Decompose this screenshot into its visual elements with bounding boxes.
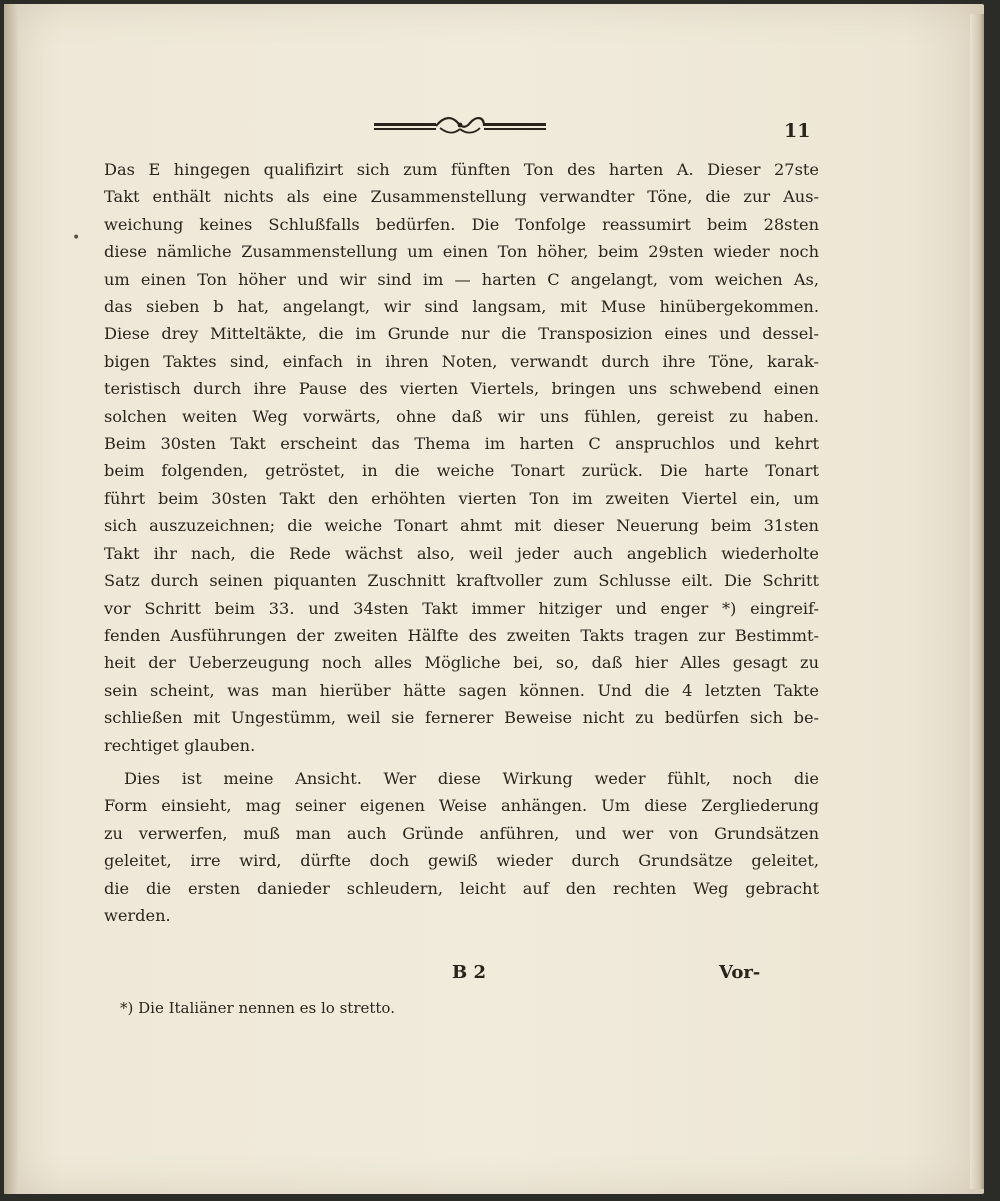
text-line: Satz durch seinen piquanten Zuschnitt kraftvoller zum Schlusse eilt. Die Schritt [104,571,819,591]
footnote: *) Die Italiäner nennen es lo stretto. [120,999,395,1017]
paragraph [104,156,819,759]
page-spine-shadow [4,4,18,1194]
text-line: vor Schritt beim 33. und 34sten Takt immer hitziger und enger *) eingreif- [104,598,819,618]
text-line: sich auszuzeichnen; die weiche Tonart ahmt mit dieser Neuerung beim 31sten [104,516,819,536]
signature-mark: B 2 [452,962,487,983]
text-line: bigen Taktes sind, einfach in ihren Noten, verwandt durch ihre Töne, karak- [104,351,819,371]
text-line: diese nämliche Zusammenstellung um einen Ton höher, beim 29sten wieder noch [104,242,819,262]
text-line: um einen Ton höher und wir sind im — harten C angelangt, vom weichen As, [104,269,819,289]
margin-mark: • [72,230,81,246]
text-line: Diese drey Mitteltäkte, die im Grunde nur die Transposizion eines und dessel- [104,324,819,344]
page-edge [970,14,984,1189]
text-line: sein scheint, was man hierüber hätte sagen können. Und die 4 letzten Takte [104,680,819,700]
text-line: solchen weiten Weg vorwärts, ohne daß wir uns fühlen, gereist zu haben. [104,406,819,426]
text-line: weichung keines Schlußfalls bedürfen. Die Tonfolge reassumirt beim 28sten [104,214,819,234]
body-text [104,156,819,929]
text-line: Das E hingegen qualifizirt sich zum fünften Ton des harten A. Dieser 27ste [104,160,819,179]
text-line: beim folgenden, getröstet, in die weiche Tonart zurück. Die harte Tonart [104,461,819,481]
catchword: Vor- [719,962,761,983]
text-line: die die ersten danieder schleudern, leicht auf den rechten Weg gebracht [104,878,819,898]
text-line: teristisch durch ihre Pause des vierten Viertels, bringen uns schwebend einen [104,379,819,399]
text-line: rechtiget glauben. [104,735,256,755]
book-page [4,4,984,1194]
text-line: Form einsieht, mag seiner eigenen Weise anhängen. Um diese Zergliederung [104,796,819,816]
text-line: geleitet, irre wird, dürfte doch gewiß wieder durch Grundsätze geleitet, [104,851,819,871]
text-line: werden. [104,905,171,925]
text-line: Takt ihr nach, die Rede wächst also, weil jeder auch angeblich wiederholte [104,543,819,563]
text-line: zu verwerfen, muß man auch Gründe anführen, und wer von Grundsätzen [104,823,819,843]
text-line: heit der Ueberzeugung noch alles Mögliche bei, so, daß hier Alles gesagt zu [104,653,819,673]
text-line: schließen mit Ungestümm, weil sie fernerer Beweise nicht zu bedürfen sich be- [104,708,819,728]
text-line: fenden Ausführungen der zweiten Hälfte des zweiten Takts tragen zur Bestimmt- [104,625,819,645]
header-ornament [374,114,546,136]
text-line: Beim 30sten Takt erscheint das Thema im harten C anspruchlos und kehrt [104,434,819,454]
text-line: Takt enthält nichts als eine Zusammenstellung verwandter Töne, die zur Aus- [104,187,819,207]
paragraph [104,765,819,929]
text-line: das sieben b hat, angelangt, wir sind langsam, mit Muse hinübergekommen. [104,297,819,317]
text-line: Dies ist meine Ansicht. Wer diese Wirkung weder fühlt, noch die [124,768,819,788]
page-number: 11 [784,120,811,142]
text-line: führt beim 30sten Takt den erhöhten vierten Ton im zweiten Viertel ein, um [104,488,819,508]
